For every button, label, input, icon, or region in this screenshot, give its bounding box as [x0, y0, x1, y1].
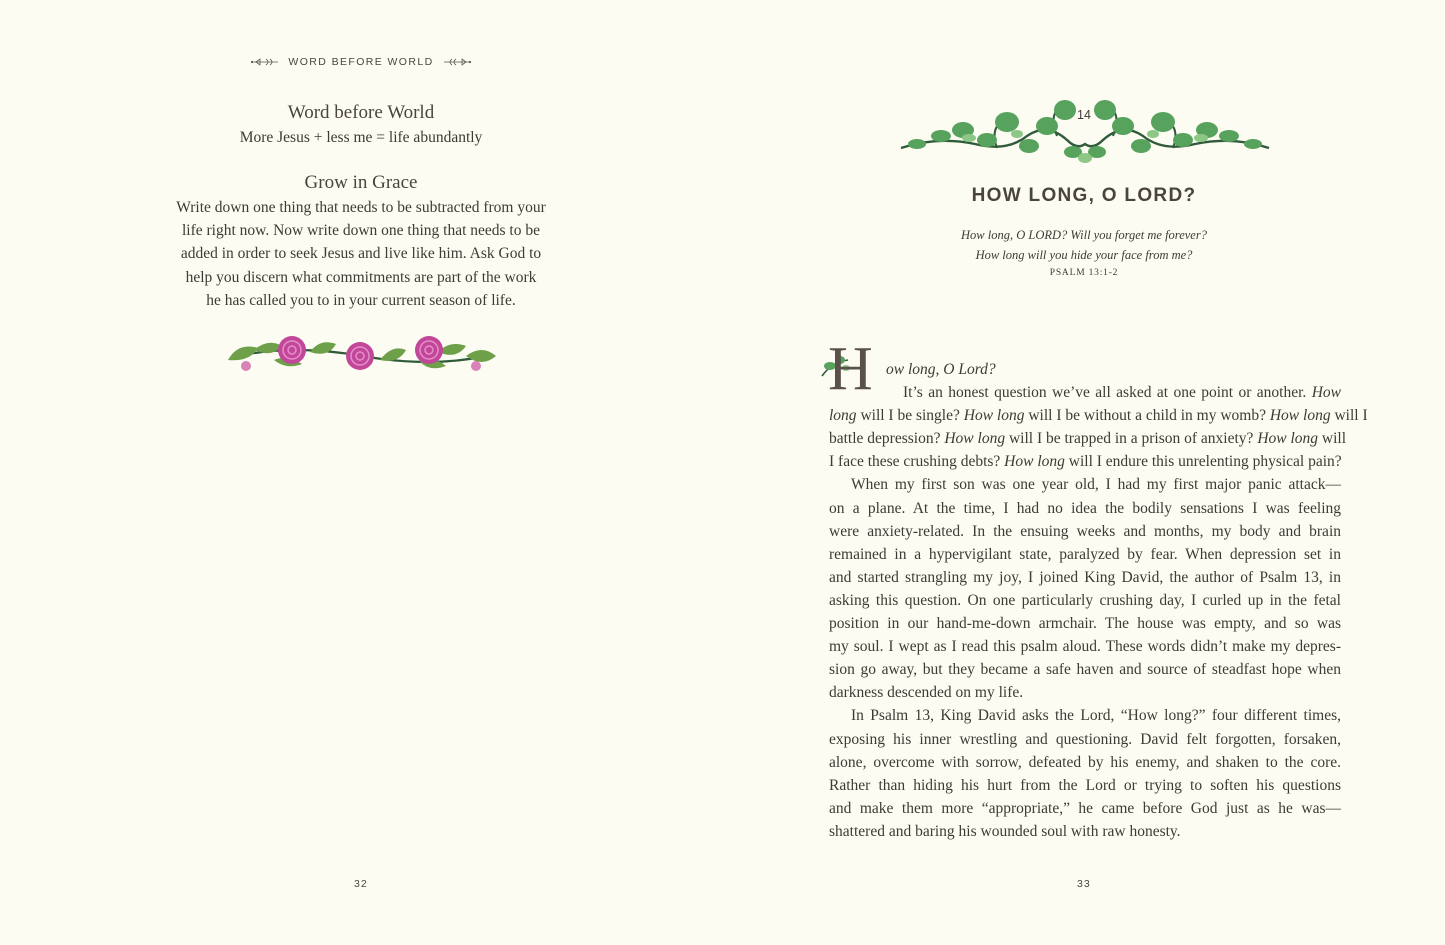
body-line: alone, overcome with sorrow, defeated by his enemy, and shaken to the core.: [829, 753, 1341, 771]
body-line: Rather than hiding his hurt from the Lord or trying to soften his questions: [829, 776, 1341, 794]
chapter-title: HOW LONG, O LORD?: [971, 185, 1197, 206]
ornament-right-icon: [442, 57, 472, 67]
chapter-body: [829, 358, 1368, 843]
body-line: darkness descended on my life.: [829, 684, 1024, 702]
body-line: When my first son was one year old, I had my first major panic attack—: [851, 476, 1341, 494]
left-page: [0, 0, 722, 945]
section-title-grow-in-grace: Grow in Grace: [304, 172, 418, 193]
body-line: It’s an honest question we’ve all asked at one point or another. How: [903, 384, 1341, 402]
section-title-word-before-world: Word before World: [287, 102, 435, 123]
body-line: sion go away, but they became a safe haven and source of steadfast hope when: [829, 661, 1341, 679]
page-number: 32: [354, 878, 368, 890]
section-subtitle: More Jesus + less me = life abundantly: [239, 129, 483, 146]
grow-in-grace-text: [148, 196, 574, 312]
running-head: [0, 56, 722, 68]
body-line: long will I be single? How long will I be without a child in my womb? How long will I: [829, 407, 1368, 425]
epigraph-line: How long will you hide your face from me?: [975, 247, 1193, 262]
epigraph-line: How long, O LORD? Will you forget me forever?: [961, 228, 1207, 242]
epigraph-reference: PSALM 13:1-2: [1049, 268, 1119, 278]
body-line: and started strangling my joy, I joined King David, the author of Psalm 13, in: [829, 568, 1341, 586]
body-line: position in our hand-me-down armchair. The house was empty, and so was: [829, 615, 1341, 633]
text-line: he has called you to in your current season of life.: [206, 291, 516, 309]
running-head-text: WORD BEFORE WORLD: [288, 56, 434, 68]
body-line: In Psalm 13, King David asks the Lord, “How long?” four different times,: [851, 707, 1341, 725]
body-line: I face these crushing debts? How long will I endure this unrelenting physical pain?: [829, 453, 1342, 471]
drop-cap-letter: H: [828, 335, 873, 403]
chapter-number: 14: [1077, 108, 1091, 122]
body-line: and make them more “appropriate,” he came before God just as he was—: [829, 799, 1341, 817]
body-line: on a plane. At the time, I had no idea the bodily sensations I was feeling: [829, 499, 1341, 517]
opening-line: ow long, O Lord?: [886, 361, 996, 378]
body-line: shattered and baring his wounded soul with raw honesty.: [829, 822, 1181, 840]
text-line: help you discern what commitments are part of the work: [185, 268, 537, 286]
body-line: battle depression? How long will I be trapped in a prison of anxiety? How long will: [829, 430, 1347, 448]
body-line: exposing his inner wrestling and questioning. David felt forgotten, forsaken,: [829, 730, 1341, 748]
body-line: were anxiety-related. In the ensuing weeks and months, my body and brain: [829, 522, 1341, 540]
flower-garland-icon: [224, 330, 500, 378]
body-line: asking this question. On one particularly crushing day, I curled up in the fetal: [829, 591, 1341, 609]
text-line: added in order to seek Jesus and live like him. Ask God to: [180, 245, 542, 263]
right-page: [722, 0, 1445, 945]
ornament-left-icon: [250, 57, 280, 67]
page-number: 33: [1077, 878, 1091, 890]
epigraph: [884, 226, 1284, 265]
text-line: Write down one thing that needs to be subtracted from your: [176, 199, 546, 216]
body-line: my soul. I wept as I read this psalm aloud. These words didn’t make my depres-: [829, 638, 1341, 656]
body-line: remained in a hypervigilant state, paralyzed by fear. When depression set in: [829, 545, 1341, 563]
text-line: life right now. Now write down one thing that needs to be: [181, 222, 540, 240]
